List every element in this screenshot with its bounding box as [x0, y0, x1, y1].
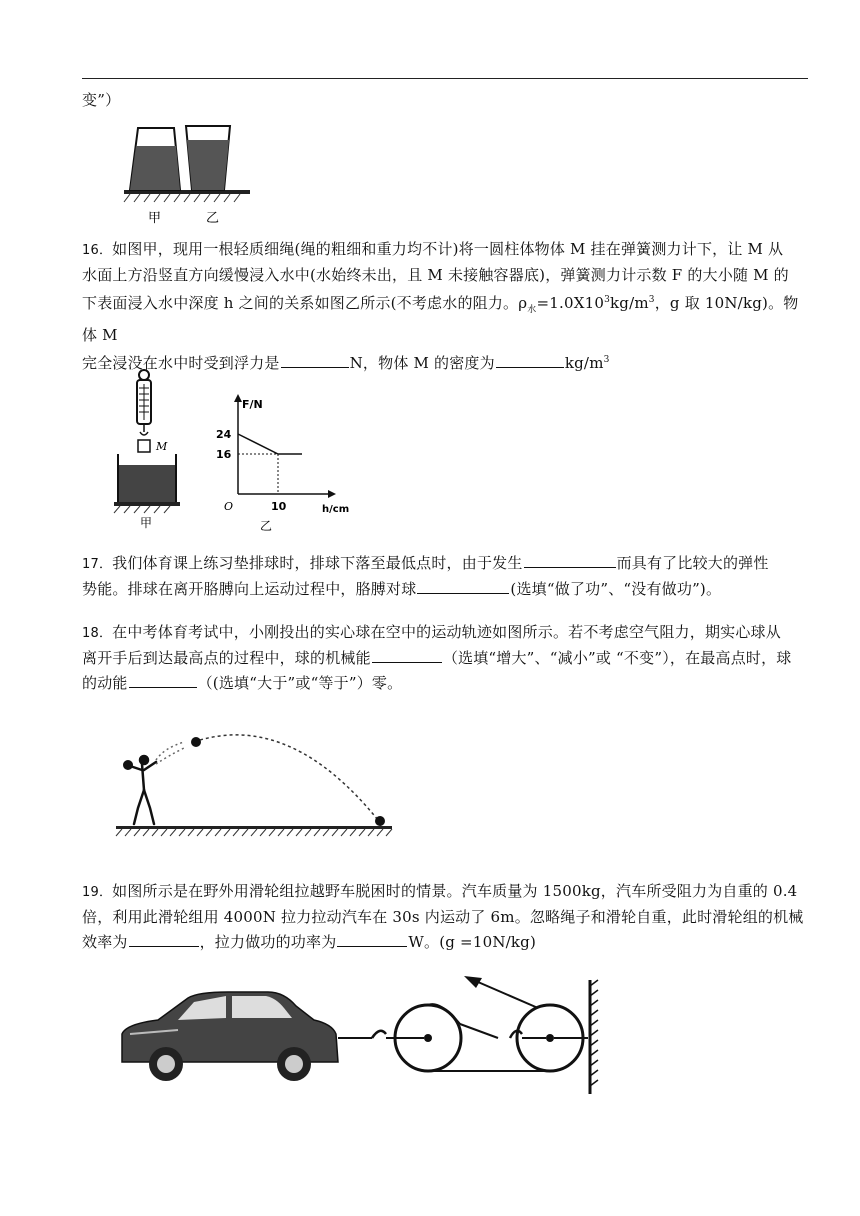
- y-axis-label: F/N: [242, 398, 263, 411]
- pull-arrow: [464, 976, 482, 988]
- q16-line3a: 下表面浸入水中深度 h 之间的关系如图乙所示(不考虑水的阻力。ρ: [82, 294, 528, 312]
- q16-line1: 如图甲，现用一根轻质细绳(绳的粗细和重力均不计)将一圆柱体物体 M 挂在弹簧测力计下，让 M 从: [112, 240, 784, 258]
- object-m: [138, 440, 150, 452]
- q16-number: 16．: [82, 243, 113, 258]
- x-tick-label: 10: [271, 500, 287, 513]
- ball-release: [191, 737, 201, 747]
- athlete: [130, 756, 156, 824]
- x-axis-label: h/cm: [322, 504, 350, 515]
- q16-blank-density[interactable]: [496, 353, 564, 368]
- q18-figure: [112, 720, 402, 842]
- q15-tail: 变”）: [82, 91, 121, 109]
- svg-text:甲: 甲: [140, 516, 153, 530]
- q16-line2: 水面上方沿竖直方向缓慢浸入水中(水始终未出，且 M 未接触容器底)，弹簧测力计示数 F 的大小随 M 的: [82, 266, 789, 284]
- q19-figure: [118, 972, 608, 1122]
- q17-blank-1[interactable]: [524, 553, 616, 568]
- svg-text:M: M: [156, 440, 168, 453]
- f-h-line: [238, 434, 302, 454]
- header-rule: [82, 78, 808, 79]
- q16-chart-yi: [212, 390, 362, 536]
- y-tick-label: 24: [216, 428, 232, 441]
- y-tick-label: 16: [216, 448, 232, 461]
- q18-question: 18．在中考体育考试中，小刚投出的实心球在空中的运动轨迹如图所示。若不考虑空气阻力，期实心球从 离开手后到达最高点的过程中，球的机械能 （选填“增大”、“减小”或 “不变”），在最高点时，球 的动能 （(选填“大于”或“等于”）零。: [82, 623, 792, 692]
- q19-question: 19．如图所示是在野外用滑轮组拉越野车脱困时的情景。汽车质量为 1500kg，汽车所受阻力为自重的 0.4 倍，利用此滑轮组用 4000N 拉力拉动汽车在 30s 内运动了 6m。忽略绳子和滑轮自重，此时滑轮组的机械 效率为 ，拉力做功的功率为 W。(g =10N/kg): [82, 882, 804, 951]
- svg-text:乙: 乙: [260, 519, 273, 533]
- trajectory: [200, 735, 378, 820]
- q17-blank-2[interactable]: [417, 579, 509, 594]
- q16-blank-buoyancy[interactable]: [281, 353, 349, 368]
- label-jia: 甲: [148, 211, 162, 226]
- pull-rope: [478, 982, 538, 1008]
- q19-blank-efficiency[interactable]: [129, 932, 199, 947]
- q16-question: 16．如图甲，现用一根轻质细绳(绳的粗细和重力均不计)将一圆柱体物体 M 挂在弹簧测力计下，让 M 从 水面上方沿竖直方向缓慢浸入水中(水始终未出，且 M 未接触容器底)，弹簧测力计示数 F 的大小随 M 的 下表面浸入水中深度 h 之间的关系如图乙所示(不考虑水的阻力。$\rho_水=1.0X10^3kg/m^3$，g 取 10N/kg)。物体 M 完全浸没在水中时受到浮力是 N，物体 M 的密度为 $kg/m^3$: [82, 240, 799, 372]
- q16-figure-jia: [110, 368, 200, 530]
- q18-blank-1[interactable]: [372, 648, 442, 663]
- origin-label: O: [224, 500, 234, 513]
- ball-landing: [375, 816, 385, 826]
- q19-blank-power[interactable]: [337, 932, 407, 947]
- q15-figure: [120, 118, 260, 228]
- q17-question: 17．我们体育课上练习垫排球时，排球下落至最低点时，由于发生 而具有了比较大的弹性 势能。排球在离开胳膊向上运动过程中，胳膊对球 (选填“做了功”、“没有做功”)。: [82, 554, 769, 598]
- label-yi: 乙: [206, 211, 220, 226]
- car: [122, 992, 338, 1081]
- q18-blank-2[interactable]: [129, 673, 197, 688]
